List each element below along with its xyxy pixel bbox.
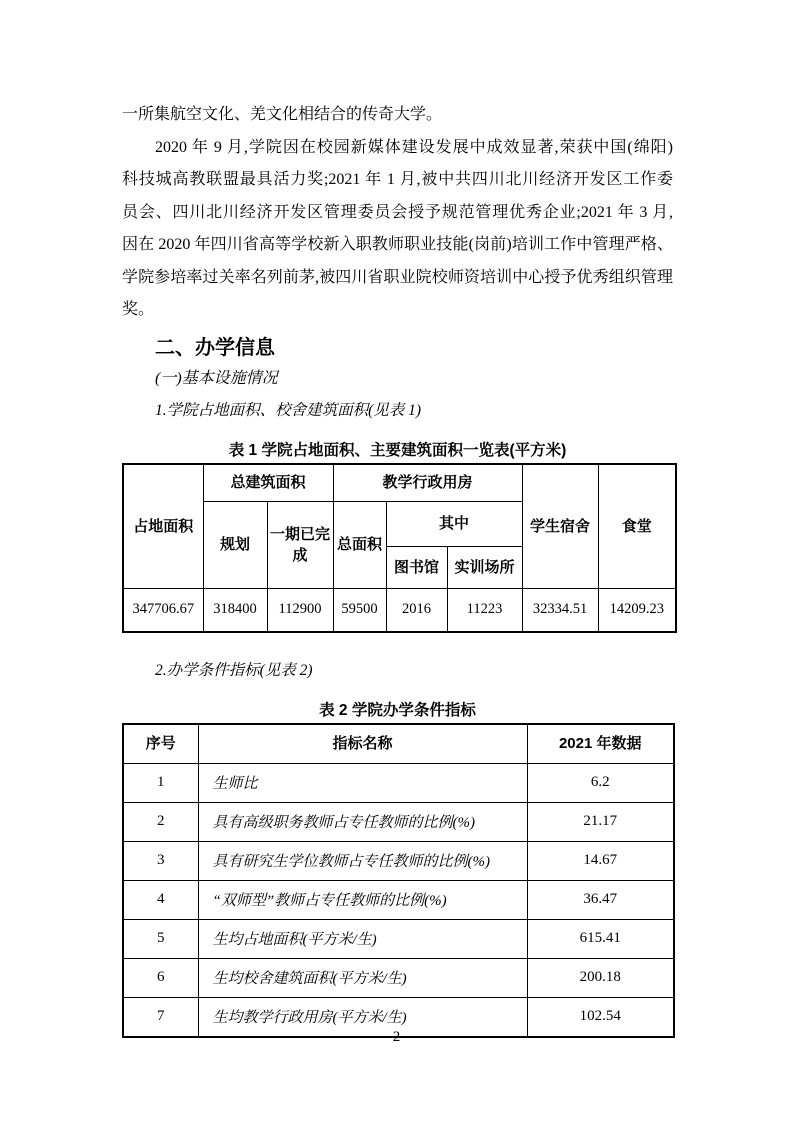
t1-header-library: 图书馆 (386, 546, 447, 588)
t2-row-no: 3 (123, 841, 198, 880)
t1-header-total-area: 总面积 (333, 501, 386, 588)
t1-value-training-site: 11223 (447, 588, 522, 632)
t2-row-value: 102.54 (527, 997, 674, 1037)
table1-facilities (122, 463, 677, 633)
t2-row-name: 具有高级职务教师占专任教师的比例(%) (198, 802, 527, 841)
text-line: 一所集航空文化、羌文化相结合的传奇大学。 (122, 106, 443, 123)
t1-header-teaching-admin: 教学行政用房 (333, 464, 522, 502)
t1-header-training-site: 实训场所 (447, 546, 522, 588)
t1-value-phase1: 112900 (267, 588, 333, 632)
t1-header-of-which: 其中 (386, 501, 522, 546)
t1-value-planned: 318400 (203, 588, 267, 632)
text-line: 科技城高教联盟最具活力奖;2021 年 1 月,被中共四川北川经济开发区工作委 (122, 171, 673, 188)
t1-header-phase1: 一期已完成 (267, 501, 333, 588)
t2-row-value: 21.17 (527, 802, 674, 841)
t1-header-dormitory: 学生宿舍 (522, 464, 598, 589)
t2-header-2021: 2021 年数据 (527, 724, 674, 764)
table-row (123, 958, 674, 997)
section-heading: 二、办学信息 (155, 336, 275, 359)
t1-header-planned: 规划 (203, 501, 267, 588)
t1-value-canteen: 14209.23 (598, 588, 676, 632)
t2-row-value: 615.41 (527, 919, 674, 958)
t2-row-name: 具有研究生学位教师占专任教师的比例(%) (198, 841, 527, 880)
t2-header-no: 序号 (123, 724, 198, 764)
t2-row-no: 2 (123, 802, 198, 841)
t2-row-value: 14.67 (527, 841, 674, 880)
t2-row-name: 生均教学行政用房(平方米/生) (198, 997, 527, 1037)
table1-caption: 表 1 学院占地面积、主要建筑面积一览表(平方米) (228, 441, 567, 459)
table-row (123, 919, 674, 958)
t2-header-name: 指标名称 (198, 724, 527, 764)
t2-row-value: 36.47 (527, 880, 674, 919)
table-row (123, 802, 674, 841)
t2-row-value: 200.18 (527, 958, 674, 997)
t1-value-dormitory: 32334.51 (522, 588, 598, 632)
t2-header-row (123, 724, 674, 764)
subsection-title: (一)基本设施情况 (155, 369, 278, 387)
t2-row-name: 生均占地面积(平方米/生) (198, 919, 527, 958)
t2-row-no: 1 (123, 763, 198, 802)
page-number: 2 (392, 1029, 401, 1045)
t2-row-name: 生师比 (198, 763, 527, 802)
t2-row-value: 6.2 (527, 763, 674, 802)
table-row (123, 763, 674, 802)
table-row (123, 880, 674, 919)
t1-value-library: 2016 (386, 588, 447, 632)
t2-row-name: 生均校舍建筑面积(平方米/生) (198, 958, 527, 997)
t2-row-no: 4 (123, 880, 198, 919)
text-line: 2020 年 9 月,学院因在校园新媒体建设发展中成效显著,荣获中国(绵阳) (155, 138, 673, 156)
text-line: 学院参培率过关率名列前茅,被四川省职业院校师资培训中心授予优秀组织管理 (122, 268, 673, 286)
table-row (123, 841, 674, 880)
page-content (122, 99, 673, 1038)
list-item-2: 2.办学条件指标(见表 2) (155, 661, 313, 679)
t1-header-total-building: 总建筑面积 (203, 464, 333, 502)
t1-header-canteen: 食堂 (598, 464, 676, 589)
text-line: 因在 2020 年四川省高等学校新入职教师职业技能(岗前)培训工作中管理严格、 (122, 236, 673, 253)
t1-value-total-area: 59500 (333, 588, 386, 632)
paragraph-1 (122, 99, 673, 132)
list-item-1: 1.学院占地面积、校舍建筑面积(见表 1) (155, 401, 422, 419)
t2-row-name: “双师型”教师占专任教师的比例(%) (198, 880, 527, 919)
text-line: 奖。 (122, 301, 155, 318)
table2-indicators (122, 723, 675, 1038)
t1-value-land-area: 347706.67 (123, 588, 203, 632)
t2-row-no: 7 (123, 997, 198, 1037)
text-line: 员会、四川北川经济开发区管理委员会授予规范管理优秀企业;2021 年 3 月, (122, 203, 673, 221)
t2-row-no: 5 (123, 919, 198, 958)
table2-caption: 表 2 学院办学条件指标 (319, 701, 476, 719)
paragraph-2 (122, 132, 673, 327)
t1-header-land-area: 占地面积 (123, 464, 203, 589)
t2-row-no: 6 (123, 958, 198, 997)
